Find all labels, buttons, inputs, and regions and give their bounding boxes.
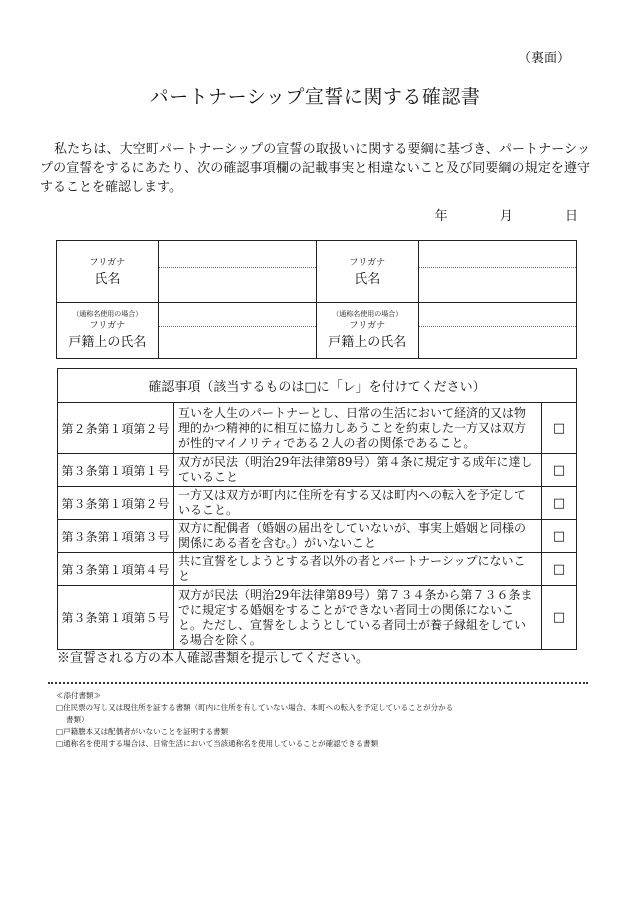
check-box[interactable]: □ <box>542 586 577 650</box>
dotted-divider <box>48 682 588 684</box>
article-label: 第３条第１項第２号 <box>58 487 174 520</box>
check-box[interactable]: □ <box>542 403 577 454</box>
family-name-label-2: （通称名使用の場合） フリガナ 戸籍上の氏名 <box>316 303 418 359</box>
date-year[interactable]: 年 <box>434 209 448 224</box>
table-row <box>58 403 577 454</box>
attachment-item-cont: 書類） <box>66 715 89 724</box>
table-row <box>58 553 577 586</box>
name-field-2[interactable] <box>418 241 576 303</box>
condition-text: 双方が民法（明治29年法律第89号）第７３４条から第７３６条までに規定する婚姻をすることができない者同士の関係にないこと。ただし、宣誓をしようとしている者同士が養子縁組をしている場合を除く。 <box>174 586 542 650</box>
table-row <box>58 520 577 553</box>
attachment-item: □住民票の写し又は現住所を証する書類（町内に住所を有していない場合、本町への転入を予定していることが分かる <box>56 703 454 712</box>
date-day[interactable]: 日 <box>564 209 578 224</box>
confirm-table <box>57 368 577 650</box>
page-title: パートナーシップ宣誓に関する確認書 <box>149 86 481 108</box>
condition-text: 一方又は双方が町内に住所を有する又は町内への転入を予定していること。 <box>174 487 542 520</box>
family-name-field-1[interactable] <box>158 303 316 359</box>
family-name-label-1: （通称名使用の場合） フリガナ 戸籍上の氏名 <box>57 303 159 359</box>
name-field-1[interactable] <box>158 241 316 303</box>
attachments-heading: ≪添付書類≫ <box>56 691 101 700</box>
attachment-item: □通称名を使用する場合は、日常生活において当該通称名を使用していることが確認できる書類 <box>56 739 379 748</box>
name-label-1: フリガナ 氏名 <box>57 241 159 303</box>
attachments-list <box>56 690 596 750</box>
confirm-heading: 確認事項（該当するものは□に「レ」を付けてください） <box>58 369 577 403</box>
name-table <box>56 240 577 359</box>
side-label: （裏面） <box>517 51 570 66</box>
attachment-item: □戸籍謄本又は配偶者がいないことを証明する書類 <box>56 727 229 736</box>
intro-paragraph: 私たちは、大空町パートナーシップの宣誓の取扱いに関する要綱に基づき、パートナーシップの宣誓をするにあたり、次の確認事項欄の記載事実と相違ないこと及び同要綱の規定を遵守することを確認します。 <box>40 142 590 195</box>
family-name-field-2[interactable] <box>418 303 576 359</box>
table-row <box>58 586 577 650</box>
article-label: 第３条第１項第５号 <box>58 586 174 650</box>
check-box[interactable]: □ <box>542 553 577 586</box>
article-label: 第２条第１項第２号 <box>58 403 174 454</box>
table-row <box>58 454 577 487</box>
date-month[interactable]: 月 <box>499 209 513 224</box>
check-box[interactable]: □ <box>542 520 577 553</box>
table-row <box>58 487 577 520</box>
condition-text: 双方に配偶者（婚姻の届出をしていないが、事実上婚姻と同様の関係にある者を含む。）がいないこと <box>174 520 542 553</box>
id-note: ※宣誓される方の本人確認書類を提示してください。 <box>57 651 370 666</box>
condition-text: 共に宣誓をしようとする者以外の者とパートナーシップにないこと <box>174 553 542 586</box>
date-line <box>409 205 578 224</box>
name-label-2: フリガナ 氏名 <box>316 241 418 303</box>
article-label: 第３条第１項第４号 <box>58 553 174 586</box>
check-box[interactable]: □ <box>542 487 577 520</box>
condition-text: 双方が民法（明治29年法律第89号）第４条に規定する成年に達していること <box>174 454 542 487</box>
article-label: 第３条第１項第１号 <box>58 454 174 487</box>
article-label: 第３条第１項第３号 <box>58 520 174 553</box>
check-box[interactable]: □ <box>542 454 577 487</box>
condition-text: 互いを人生のパートナーとし、日常の生活において経済的又は物理的かつ精神的に相互に協力しあうことを約束した一方又は双方が性的マイノリティである２人の者の関係であること。 <box>174 403 542 454</box>
